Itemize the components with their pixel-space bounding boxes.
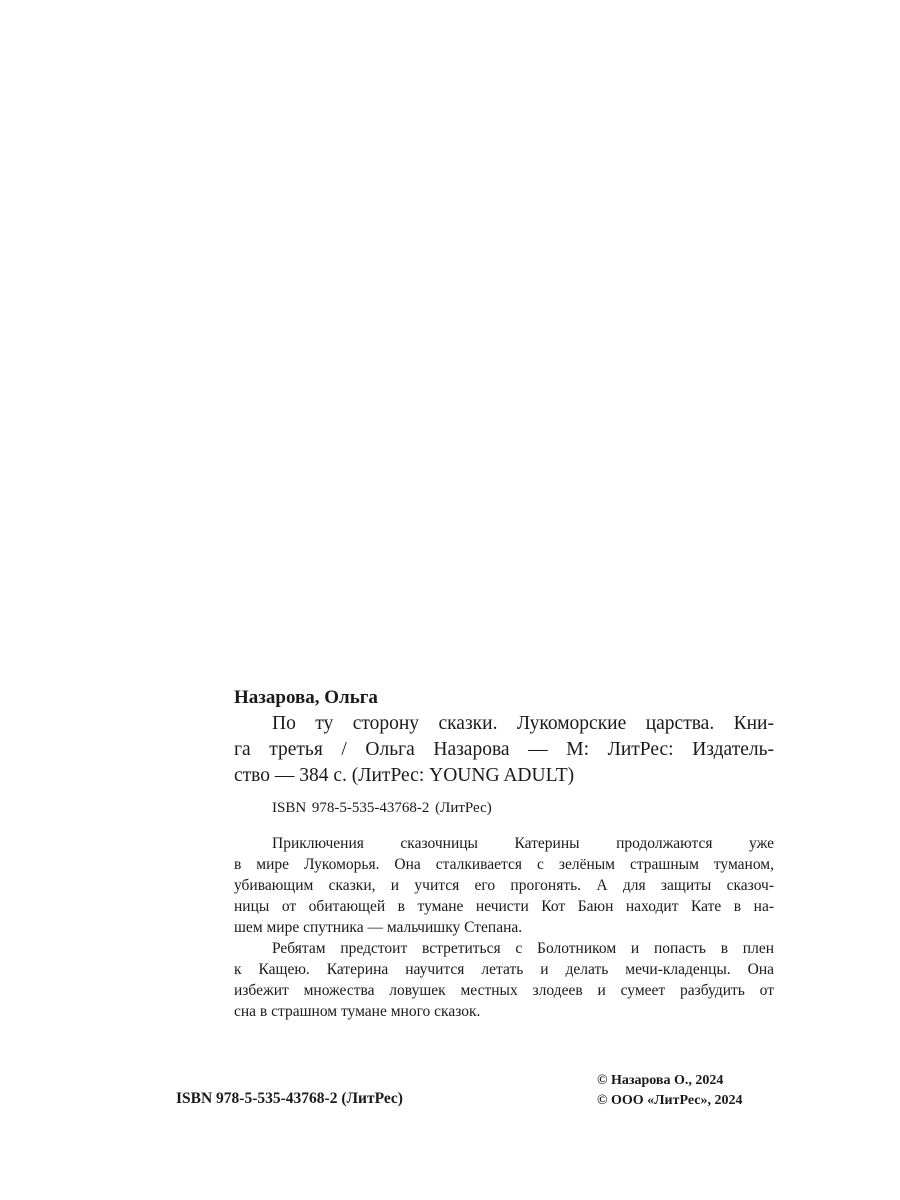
bibliographic-record — [234, 685, 774, 1022]
record-isbn: ISBN 978-5-535-43768-2 (ЛитРес) — [272, 800, 492, 816]
bib-line: По ту сторону сказки. Лукоморские царства. Кни- — [272, 713, 774, 734]
annotation-line: Ребятам предстоит встретиться с Болотником и попасть в плен — [272, 940, 774, 957]
annotation-line: Приключения сказочницы Катерины продолжаются уже — [272, 835, 774, 852]
footer-isbn: ISBN 978-5-535-43768-2 (ЛитРес) — [176, 1090, 403, 1107]
annotation-line: убивающим сказки, и учится его прогонять. А для защиты сказоч- — [234, 877, 774, 894]
annotation-line: сна в страшном тумане много сказок. — [234, 1003, 481, 1020]
annotation-line: шем мире спутника — мальчишку Степана. — [234, 919, 523, 936]
annotation — [234, 833, 774, 1022]
copyright-line: © Назарова О., 2024 — [597, 1073, 724, 1088]
copyright-line: © ООО «ЛитРес», 2024 — [597, 1093, 743, 1108]
bibliographic-description — [234, 711, 774, 789]
annotation-line: избежит множества ловушек местных злодеев и сумеет разбудить от — [234, 982, 774, 999]
annotation-line: к Кащею. Катерина научится летать и делать мечи-кладенцы. Она — [234, 961, 774, 978]
copyright-block — [597, 1071, 742, 1111]
annotation-line: ницы от обитающей в тумане нечисти Кот Баюн находит Кате в на- — [234, 898, 774, 915]
bib-line: ство — 384 с. (ЛитРес: YOUNG ADULT) — [234, 765, 575, 786]
author-name: Назарова, Ольга — [234, 687, 378, 708]
annotation-line: в мире Лукоморья. Она сталкивается с зелёным страшным туманом, — [234, 856, 774, 873]
bib-line: га третья / Ольга Назарова — М: ЛитРес: Издатель- — [234, 739, 774, 760]
